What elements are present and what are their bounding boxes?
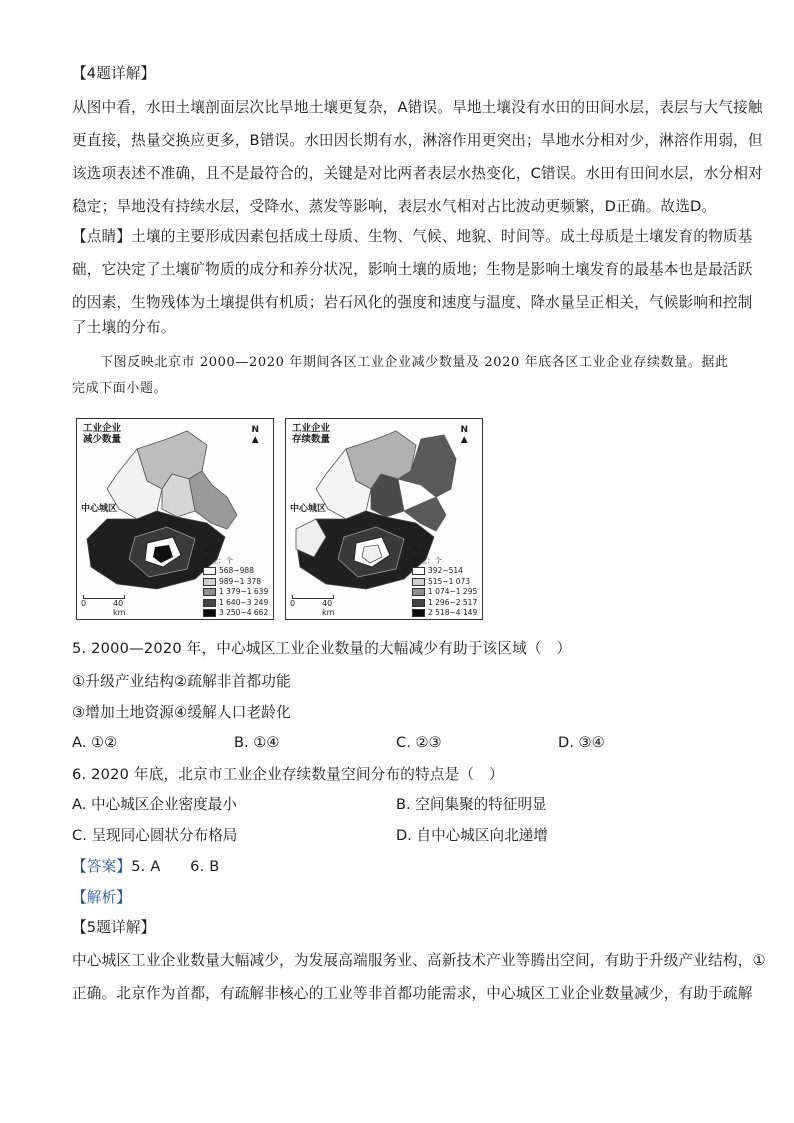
legend-title: 图例 (203, 545, 218, 554)
map-legend (203, 545, 268, 619)
map-title-line: 减少数量 (83, 434, 122, 445)
heading-q4-detail: 【4题详解】 (72, 65, 156, 82)
legend-item: 2 518~4 149 (412, 608, 477, 619)
text-line: 的因素，生物残体为土壤提供有机质；岩石风化的强度和速度与温度、降水量呈正相关，气候影响和控制 (72, 294, 753, 311)
intro-text: 完成下面小题。 (72, 381, 168, 396)
legend-item: 515~1 073 (412, 577, 477, 588)
question-5-option-c: C. ②③ (396, 734, 442, 751)
map-title (292, 423, 330, 445)
legend-item: 392~514 (412, 566, 477, 577)
center-district-label: 中心城区 (81, 504, 118, 514)
north-arrow-icon: N ▲ (460, 425, 468, 445)
legend-item: 568~988 (203, 566, 268, 577)
legend-item: 1 379~1 639 (203, 587, 268, 598)
legend-item: 989~1 378 (203, 577, 268, 588)
north-label: N (460, 425, 468, 435)
text-line: 础，它决定了土壤矿物质的成分和养分状况，影响土壤的质地；生物是影响土壤发育的最基本也是最活跃 (72, 261, 753, 278)
text-line: 【点睛】土壤的主要形成因素包括成土母质、生物、气候、地貌、时间等。成土母质是土壤发育的物质基 (72, 228, 753, 245)
legend-unit: 单位：个 (412, 555, 442, 565)
intro-text: 下图反映北京市 2000—2020 年期间各区工业企业减少数量及 2020 年底各区工业企业存续数量。据此 (100, 355, 729, 370)
text-line: 稳定；旱地没有持续水层，受降水、蒸发等影响，表层水气相对占比波动更频繁，D正确。故选D。 (72, 198, 717, 215)
question-5-stem: 5. 2000—2020 年，中心城区工业企业数量的大幅减少有助于该区域（ ） (72, 640, 572, 657)
north-label: N (251, 425, 259, 435)
legend-item: 1 074~1 295 (412, 587, 477, 598)
legend-unit: 单位：个 (203, 555, 233, 565)
analysis-heading: 【解析】 (72, 889, 132, 906)
legend-item: 3 250~4 662 (203, 608, 268, 619)
answer-label: 【答案】 (72, 858, 132, 875)
question-5-items: ①升级产业结构②疏解非首都功能 (72, 673, 291, 690)
question-5-option-a: A. ①② (72, 734, 118, 751)
north-arrow-icon: N ▲ (251, 425, 259, 445)
question-6-option-b: B. 空间集聚的特征明显 (396, 796, 547, 813)
text-line: 了土壤的分布。 (72, 319, 176, 336)
text-line: 正确。北京作为首都，有疏解非核心的工业等非首都功能需求，中心城区工业企业数量减少，有助于疏解 (72, 985, 753, 1002)
text-line: 从图中看，水田土壤剖面层次比旱地土壤更复杂，A错误。旱地土壤没有水田的田间水层，表层与大气接触 (72, 99, 763, 116)
center-district-label: 中心城区 (290, 504, 327, 514)
question-6-option-a: A. 中心城区企业密度最小 (72, 796, 237, 813)
legend-item: 1 296~2 517 (412, 598, 477, 609)
map-enterprise-existing: 工业企业 存续数量 N ▲ 中心城区 图例 单位：个 392~514 515~1 073 1 074~1 295 1 296~2 517 2 518~4 149 0 40 km (285, 418, 483, 620)
text-line: 中心城区工业企业数量大幅减少，为发展高端服务业、高新技术产业等腾出空间，有助于升级产业结构，① (72, 952, 766, 969)
map-title (83, 423, 121, 445)
question-5-items: ③增加土地资源④缓解人口老龄化 (72, 704, 291, 721)
answer-text: 5. A 6. B (131, 858, 220, 875)
map-title-line: 工业企业 (83, 423, 122, 434)
answer-line (72, 857, 220, 877)
question-5-option-b: B. ①④ (234, 734, 280, 751)
legend-item: 1 640~3 249 (203, 598, 268, 609)
question-6-option-c: C. 呈现同心圆状分布格局 (72, 827, 238, 844)
map-legend (412, 545, 477, 619)
question-6-option-d: D. 自中心城区向北递增 (396, 827, 548, 844)
legend-title: 图例 (412, 545, 427, 554)
question-6-stem: 6. 2020 年底，北京市工业企业存续数量空间分布的特点是（ ） (72, 766, 504, 783)
map-title-line: 存续数量 (292, 434, 331, 445)
map-title-line: 工业企业 (292, 423, 331, 434)
text-line: 该选项表述不准确，且不是最符合的，关键是对比两者表层水热变化，C错误。水田有田间水层，水分相对 (72, 165, 763, 182)
map-enterprise-reduction: 工业企业 减少数量 N ▲ 中心城区 图例 单位：个 568~988 989~1 378 1 379~1 639 1 640~3 249 3 250~4 662 0 40 km (76, 418, 274, 620)
question-5-option-d: D. ③④ (558, 734, 605, 751)
text-line: 更直接，热量交换应更多，B错误。水田因长期有水，淋溶作用更突出；旱地水分相对少，淋溶作用弱，但 (72, 132, 763, 149)
detail-5-heading: 【5题详解】 (72, 919, 156, 936)
